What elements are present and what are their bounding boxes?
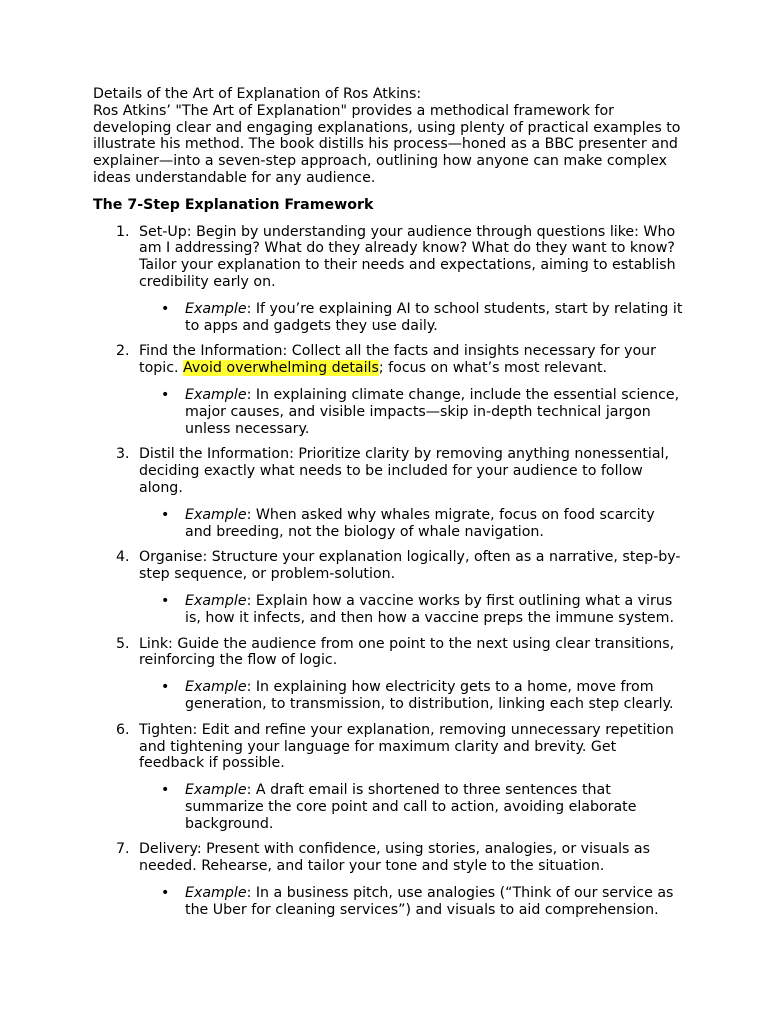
section-heading: The 7-Step Explanation Framework — [93, 196, 374, 213]
highlighted-text: Avoid overwhelming details — [183, 360, 379, 377]
step-number: 6. — [116, 721, 130, 738]
step-text: Delivery: Present with confidence, using stories, analogies, or visuals as needed. Rehearse, and tailor your tone and style to the situation. — [139, 841, 651, 875]
step-text: Tighten: Edit and refine your explanation, removing unnecessary repetition and tightening your language for maximum clarity and brevity. Get feedback if possible. — [139, 721, 674, 772]
step-text: Organise: Structure your explanation logically, often as a narrative, step-by-step sequence, or problem-solution. — [139, 549, 681, 583]
bullet-icon: • — [161, 885, 170, 902]
step-text-before: Find the Information: Collect all the facts and insights necessary for your topic. — [139, 343, 657, 377]
bullet-icon: • — [161, 386, 170, 403]
step-item-2 — [93, 343, 683, 437]
example-label: Example — [185, 885, 247, 902]
bullet-icon: • — [161, 506, 170, 523]
example-label: Example — [185, 679, 247, 696]
document-page — [93, 86, 683, 928]
step-item-7 — [93, 841, 683, 918]
example-label: Example — [185, 300, 247, 317]
step-text: Set-Up: Begin by understanding your audience through questions like: Who am I addressing? What do they already know? What do they want to know? Tailor your explanation to their needs and expectations, aiming to establish credibility early on. — [139, 223, 676, 290]
step-text-after: ; focus on what’s most relevant. — [378, 360, 608, 377]
example-list — [139, 782, 683, 832]
example-label: Example — [185, 592, 247, 609]
steps-list — [93, 224, 683, 919]
intro-section — [93, 86, 683, 187]
step-number: 3. — [116, 446, 130, 463]
example-label: Example — [185, 506, 247, 523]
step-number: 7. — [116, 841, 130, 858]
step-number: 1. — [116, 223, 130, 240]
step-number: 4. — [116, 549, 130, 566]
example-list — [139, 885, 683, 919]
bullet-icon: • — [161, 300, 170, 317]
example-list — [139, 507, 683, 541]
example-text: : If you’re explaining AI to school students, start by relating it to apps and gadgets they use daily. — [185, 300, 683, 334]
example-item — [139, 301, 683, 335]
step-item-6 — [93, 722, 683, 833]
step-text: Distil the Information: Prioritize clarity by removing anything nonessential, deciding exactly what needs to be included for your audience to follow along. — [139, 446, 669, 496]
step-item-3 — [93, 446, 683, 540]
example-list — [139, 593, 683, 627]
example-item — [139, 782, 683, 832]
example-item — [139, 593, 683, 627]
bullet-icon: • — [161, 679, 170, 696]
example-list — [139, 387, 683, 437]
bullet-icon: • — [161, 592, 170, 609]
example-text: : In a business pitch, use analogies (“Think of our service as the Uber for cleaning services”) and visuals to aid comprehension. — [185, 885, 674, 918]
example-text: : A draft email is shortened to three sentences that summarize the core point and call to action, avoiding elaborate background. — [185, 782, 637, 832]
step-number: 2. — [116, 343, 130, 360]
bullet-icon: • — [161, 782, 170, 799]
example-list — [139, 679, 683, 713]
example-list — [139, 301, 683, 335]
example-item — [139, 507, 683, 541]
example-text: : In explaining climate change, include the essential science, major causes, and visible impacts—skip in-depth technical jargon unless necessary. — [185, 386, 680, 437]
step-text: Link: Guide the audience from one point to the next using clear transitions, reinforcing the flow of logic. — [139, 635, 675, 669]
step-item-4 — [93, 549, 683, 626]
example-text: : When asked why whales migrate, focus on food scarcity and breeding, not the biology of whale navigation. — [185, 506, 655, 540]
example-label: Example — [185, 782, 247, 799]
example-item — [139, 387, 683, 437]
example-item — [139, 885, 683, 919]
intro-title: Details of the Art of Explanation of Ros Atkins: — [93, 86, 422, 102]
step-item-5 — [93, 636, 683, 713]
example-label: Example — [185, 386, 247, 403]
step-item-1 — [93, 224, 683, 335]
example-item — [139, 679, 683, 713]
example-text: : In explaining how electricity gets to a home, move from generation, to transmission, to distribution, linking each step clearly. — [185, 679, 674, 712]
intro-body: Ros Atkins’ "The Art of Explanation" provides a methodical framework for developing clear and engaging explanations, using plenty of practical examples to illustrate his method. The book distills his process—honed as a BBC presenter and explainer—into a seven-step approach, outlining how anyone can make complex ideas understandable for any audience. — [93, 102, 681, 186]
step-number: 5. — [116, 635, 130, 652]
example-text: : Explain how a vaccine works by first outlining what a virus is, how it infects, and then how a vaccine preps the immune system. — [185, 592, 674, 626]
